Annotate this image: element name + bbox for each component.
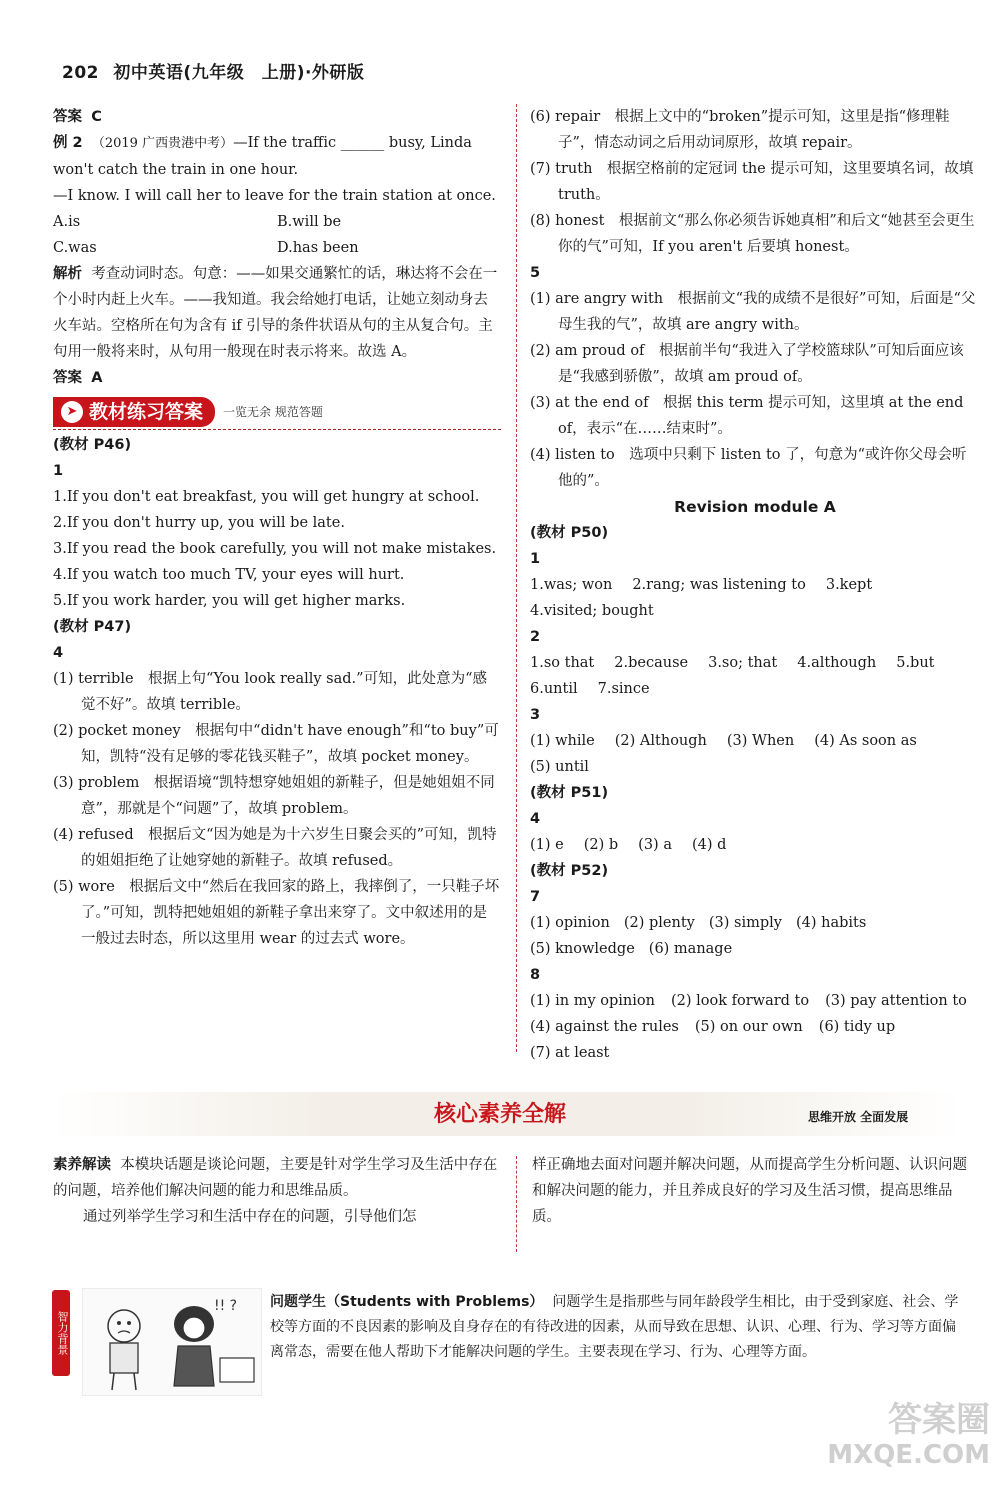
background-tag: 智力背景 — [52, 1290, 70, 1376]
list-item: (6) repair 根据上文中的“broken”提示可知，这里是指“修理鞋子”，情态动词之后用动词原形，故填 repair。 — [530, 109, 950, 151]
answer-a: 答案 A — [53, 370, 103, 386]
list-item: (4) listen to 选项中只剩下 listen to 了，句意为“或许你父母会听他的”。 — [530, 447, 967, 489]
exercise-number: 5 — [530, 265, 541, 281]
background-term: 问题学生（Students with Problems） — [270, 1294, 544, 1310]
list-item: 1.If you don't eat breakfast, you will get hungry at school. — [53, 489, 480, 505]
example-2-options-cd: C.was D.has been — [53, 240, 359, 256]
exercise-number: 3 — [530, 707, 541, 723]
answer-row: (1) e (2) b (3) a (4) d — [530, 837, 727, 853]
section-p51: (教材 P51) — [530, 785, 609, 801]
exercise-number: 2 — [530, 629, 541, 645]
exercise-number: 4 — [53, 645, 64, 661]
list-item: (3) problem 根据语境“凯特想穿她姐姐的新鞋子，但是她姐姐不同意”，那就是个“问题”了，故填 problem。 — [53, 775, 495, 817]
left-column — [53, 104, 501, 952]
cartoon-illustration — [82, 1288, 262, 1396]
exercise-number: 4 — [530, 811, 541, 827]
section-p52: (教材 P52) — [530, 863, 609, 879]
core-section-subtitle: 思维开放 全面发展 — [808, 1110, 909, 1124]
exercise-number: 8 — [530, 967, 541, 983]
list-item: (2) pocket money 根据句中“didn't have enough”和“to buy”可知，凯特“没有足够的零花钱买鞋子”，故填 pocket money。 — [53, 723, 499, 765]
list-item: (7) truth 根据空格前的定冠词 the 提示可知，这里要填名词，故填 truth。 — [530, 161, 974, 203]
banner-title-box: ➤ 教材练习答案 — [53, 397, 215, 427]
core-left-text: 素养解读 本模块话题是谈论问题，主要是针对学生学习及生活中存在的问题，培养他们解决问题的能力和思维品质。 通过列举学生学习和生活中存在的问题，引导他们怎 — [53, 1157, 498, 1225]
exercise-number: 1 — [530, 551, 541, 567]
textbook-answers-banner — [53, 395, 501, 430]
section-p46: (教材 P46) — [53, 437, 132, 453]
list-item: 5.If you work harder, you will get higher marks. — [53, 593, 406, 609]
list-item: (2) am proud of 根据前半句“我进入了学校篮球队”可知后面应该是“我感到骄傲”，故填 am proud of。 — [530, 343, 964, 385]
page-number: 202 — [62, 63, 99, 83]
core-section-title: 核心素养全解 — [433, 1102, 566, 1127]
example-2-reply: —I know. I will call her to leave for the train station at once. — [53, 188, 496, 204]
background-text: 问题学生（Students with Problems） 问题学生是指那些与同年龄段学生相比，由于受到家庭、社会、学校等方面的不良因素的影响及自身存在的有待改进的因素，从而导致在思想、认识、心理、行为、学习等方面偏离常态，需要在他人帮助下才能解决问题的学生。主要表现在学习、行为、心理等方面。 — [270, 1294, 959, 1360]
core-right-text: 样正确地去面对问题并解决问题，从而提高学生分析问题、认识问题和解决问题的能力，并且养成良好的学习及生活习惯，提高思维品质。 — [532, 1157, 967, 1225]
list-item: (8) honest 根据前文“那么你必须告诉她真相”和后文“她甚至会更生你的气”可知，If you aren't 后要填 honest。 — [530, 213, 975, 255]
list-item: 2.If you don't hurry up, you will be late. — [53, 515, 345, 531]
section-p50: (教材 P50) — [530, 525, 609, 541]
list-item: 4.If you watch too much TV, your eyes will hurt. — [53, 567, 405, 583]
list-item: (4) refused 根据后文“因为她是为十六岁生日聚会买的”可知，凯特的姐姐拒绝了让她穿她的新鞋子。故填 refused。 — [53, 827, 497, 869]
banner-subtitle: 一览无余 规范答题 — [223, 405, 323, 419]
section-p47: (教材 P47) — [53, 619, 132, 635]
list-item: 3.If you read the book carefully, you will not make mistakes. — [53, 541, 497, 557]
core-label: 素养解读 — [53, 1157, 111, 1173]
exercise-number: 7 — [530, 889, 541, 905]
example-2-question: 例 2 （2019 广西贵港中考）—If the traffic ______ busy, Linda won't catch the train in one hour. — [53, 135, 472, 178]
example-2-options-ab: A.is B.will be — [53, 214, 342, 230]
revision-module-title: Revision module A — [674, 498, 836, 516]
answer-row: (1) in my opinion (2) look forward to (3) pay attention to (4) against the rules (5) on our own (6) tidy up (7) at least — [530, 993, 967, 1061]
answer-c: 答案 C — [53, 109, 102, 125]
arrow-icon: ➤ — [61, 401, 83, 423]
answer-row: (1) while (2) Although (3) When (4) As soon as (5) until — [530, 733, 917, 775]
watermark-logo: 答案圈 MXQE.COM — [827, 1400, 990, 1470]
list-item: (5) wore 根据后文中“然后在我回家的路上，我摔倒了，一只鞋子坏了。”可知，凯特把她姐姐的新鞋子拿出来穿了。文中叙述用的是一般过去时态，所以这里用 wear 的过去式 wore。 — [53, 879, 500, 947]
exercise-number: 1 — [53, 463, 64, 479]
core-divider — [516, 1156, 517, 1252]
page-header — [62, 58, 364, 83]
list-item: (1) terrible 根据上句“You look really sad.”可知，此处意为“感觉不好”。故填 terrible。 — [53, 671, 487, 713]
book-title: 初中英语(九年级 上册)·外研版 — [113, 63, 365, 83]
list-item: (3) at the end of 根据 this term 提示可知，这里填 at the end of，表示“在……结束时”。 — [530, 395, 964, 437]
analysis: 解析 考查动词时态。句意：——如果交通繁忙的话，琳达将不会在一个小时内赶上火车。——我知道。我会给她打电话，让她立刻动身去火车站。空格所在句为含有 if 引导的条件状语从句的主从复合句。主句用一般将来时，从句用一般现在时表示将来。故选 A。 — [53, 266, 498, 360]
answer-row: 1.was; won 2.rang; was listening to 3.kept 4.visited; bought — [530, 577, 873, 619]
answer-row: 1.so that 2.because 3.so; that 4.although 5.but 6.until 7.since — [530, 655, 935, 697]
column-divider — [516, 104, 517, 1052]
svg-text:!! ?: !! ? — [214, 1298, 238, 1314]
right-column — [530, 104, 980, 1066]
answer-row: (1) opinion (2) plenty (3) simply (4) habits (5) knowledge (6) manage — [530, 915, 867, 957]
list-item: (1) are angry with 根据前文“我的成绩不是很好”可知，后面是“父母生我的气”，故填 are angry with。 — [530, 291, 976, 333]
